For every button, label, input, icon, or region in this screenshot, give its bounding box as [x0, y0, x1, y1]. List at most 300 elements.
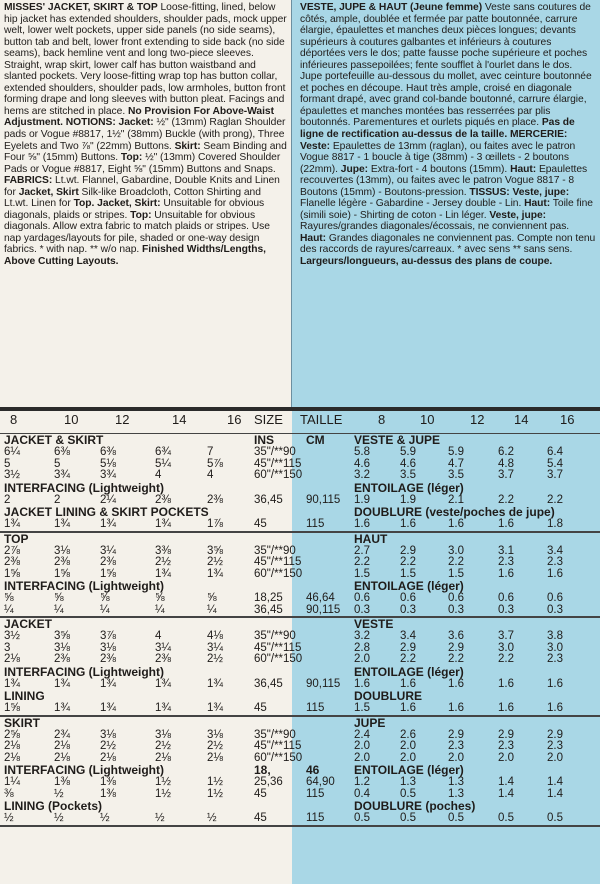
metrage-value: 3.7	[498, 630, 514, 642]
metrage-value: 1.9	[400, 493, 416, 506]
yardage-value: ½	[54, 787, 64, 800]
section-label-en: INTERFACING (Lightweight)	[4, 480, 164, 495]
table-row	[0, 703, 600, 715]
yardage-value: 2¾	[54, 728, 70, 741]
section-label-en: SKIRT	[4, 715, 40, 730]
metrage-value: 6.4	[547, 446, 563, 458]
metrage-value: 4.6	[354, 457, 370, 470]
yardage-value: 1½	[155, 787, 171, 800]
mercerie-label: MERCERIE:	[509, 129, 568, 141]
fabrics-label: FABRICS:	[4, 175, 53, 187]
taille-header-10: 10	[420, 412, 435, 427]
yardage-value: 3⅛	[100, 728, 116, 741]
tissus-haut-label: Haut:	[524, 198, 551, 210]
yardage-value: ¼	[155, 603, 165, 616]
yardage-value: 2½	[207, 653, 223, 665]
yardage-value: 1¾	[207, 677, 223, 690]
metrage-value: 2.4	[354, 728, 370, 741]
yardage-value: 3⅛	[207, 728, 223, 741]
metrage-value: 2.0	[448, 751, 464, 764]
metrage-value: 1.4	[547, 787, 563, 800]
yardage-value: 2¼	[100, 493, 116, 506]
width-cm: 46	[306, 763, 320, 777]
yardage-value: 1¾	[100, 702, 116, 714]
width-cm: 90,115	[306, 677, 341, 690]
metrage-value: 0.5	[400, 787, 416, 800]
metrage-value: 4.7	[448, 457, 464, 470]
yardage-value: 3½	[4, 469, 20, 481]
section-label-fr: DOUBLURE (veste/poches de jupe)	[354, 505, 555, 519]
yardage-value: 2⅛	[4, 751, 20, 764]
yardage-value: 1½	[207, 776, 223, 788]
mercerie-jupe: Extra-fort - 4 boutons (15mm).	[370, 163, 508, 175]
yardage-value: 4	[155, 630, 162, 642]
yardage-value: 1⅝	[100, 567, 116, 580]
table-section	[0, 717, 600, 827]
yardage-value: 2⅜	[207, 493, 223, 506]
metrage-value: 2.9	[400, 544, 416, 557]
metrage-value: 1.6	[498, 567, 514, 580]
notions-jacket-label: Jacket:	[118, 117, 154, 129]
yardage-value: 1⅝	[4, 702, 20, 714]
yardage-value: 1¾	[4, 677, 20, 690]
metrage-value: 1.6	[448, 677, 464, 690]
english-description	[4, 2, 288, 268]
notions-top-label: Top:	[120, 152, 143, 164]
yardage-value: 2⅜	[155, 493, 171, 506]
yardage-value: 2⅛	[100, 751, 116, 764]
yardage-value: 3	[4, 641, 11, 654]
section-label-en: LINING	[4, 689, 45, 703]
metrage-value: 2.0	[400, 751, 416, 764]
section-label-fr: DOUBLURE	[354, 689, 422, 703]
fabrics-text-4: Unsuitable for obvious diagonals. Allow extra fabric to match plaids or stripes. Use nap yardages/layouts for pile, shaded or one-way design fabrics. * with nap. ** w/o nap.	[4, 209, 270, 256]
width-ins: 45	[254, 518, 267, 530]
english-finished: Finished Widths/Lengths, Above Cutting Layouts.	[4, 244, 266, 268]
yardage-value: 1⅜	[100, 787, 116, 800]
metrage-value: 2.0	[400, 740, 416, 752]
width-ins: 60"/**150	[254, 469, 303, 481]
width-ins: 35"/**90	[254, 728, 296, 741]
yardage-value: 2½	[207, 556, 223, 568]
yardage-value: 1⅜	[100, 776, 116, 788]
metrage-value: 0.6	[400, 592, 416, 604]
section-label-fr: DOUBLURE (poches)	[354, 799, 476, 813]
section-label-fr: VESTE	[354, 617, 394, 631]
table-section-header	[0, 533, 600, 546]
yardage-value: 2⅜	[100, 653, 116, 665]
width-ins: 60"/**150	[254, 653, 303, 665]
yardage-value: 1½	[207, 787, 223, 800]
section-label-en: INTERFACING (Lightweight)	[4, 763, 164, 777]
table-section	[0, 618, 600, 717]
french-finished: Largeurs/longueurs, au-dessus des plans de coupe.	[300, 256, 553, 268]
metrage-value: 3.0	[547, 641, 563, 654]
metrage-value: 2.3	[498, 556, 514, 568]
metrage-value: 2.9	[448, 728, 464, 741]
metrage-value: 2.1	[448, 493, 464, 506]
metrage-value: 1.6	[400, 677, 416, 690]
table-row	[0, 593, 600, 605]
yardage-value: 1¾	[155, 677, 171, 690]
yardage-value: 2½	[100, 740, 116, 752]
yardage-value: 5	[4, 457, 11, 470]
width-ins: 45	[254, 702, 267, 714]
yardage-value: 2⅛	[54, 740, 70, 752]
yardage-value: 1⅞	[207, 518, 223, 530]
fabrics-text-1: Lt.wt. Flannel, Gabardine, Double Knits and Linen for	[4, 175, 280, 198]
section-label-en: JACKET	[4, 617, 53, 631]
yardage-value: 2⅛	[155, 751, 171, 764]
metrage-value: 3.7	[547, 469, 563, 481]
yardage-value: 3⅛	[54, 544, 70, 557]
metrage-value: 0.6	[547, 592, 563, 604]
section-label-fr: ENTOILAGE (léger)	[354, 763, 464, 777]
yardage-value: 3¾	[100, 469, 116, 481]
metrage-value: 3.1	[498, 544, 514, 557]
yardage-value: ½	[100, 812, 110, 824]
metrage-value: 0.6	[354, 592, 370, 604]
metrage-value: 2.9	[547, 728, 563, 741]
section-label-fr: ENTOILAGE (léger)	[354, 664, 464, 679]
notions-skirt-label: Skirt:	[174, 140, 201, 152]
width-ins: 45"/**115	[254, 457, 302, 470]
metrage-value: 1.5	[400, 567, 416, 580]
french-title: VESTE, JUPE & HAUT (Jeune femme)	[300, 2, 483, 13]
metrage-value: 0.5	[400, 812, 416, 824]
metrage-value: 3.2	[354, 469, 370, 481]
metrage-value: 2.2	[498, 493, 514, 506]
yardage-value: 6¼	[4, 446, 20, 458]
yardage-table	[0, 434, 600, 827]
metrage-value: 3.0	[448, 544, 464, 557]
metrage-value: 2.0	[547, 751, 563, 764]
yardage-value: ⅝	[155, 592, 165, 604]
yardage-value: 2½	[155, 556, 171, 568]
size-header-12: 12	[115, 412, 130, 427]
metrage-value: 2.2	[547, 493, 563, 506]
tissus-text-2: Toile fine (simili soie) - Shirting de coton - Lin léger.	[300, 198, 593, 221]
yardage-value: 5	[54, 457, 61, 470]
metrage-value: 1.8	[547, 518, 563, 530]
yardage-value: 1⅜	[54, 776, 70, 788]
table-section	[0, 533, 600, 619]
tissus-text-3: Rayures/grandes diagonales/écossais, ne conviennent pas.	[300, 221, 570, 233]
table-row	[0, 777, 600, 789]
yardage-value: ⅝	[54, 592, 64, 604]
table-row	[0, 741, 600, 753]
metrage-value: 5.9	[448, 446, 464, 458]
notions-jacket: ½" (13mm) Raglan Shoulder pads or Vogue #8817, 1½" (38mm) Buckle (with prong), Three Eyelets and Two ⅞" (22mm) Buttons.	[4, 117, 286, 152]
width-ins: 60"/**150	[254, 751, 303, 764]
width-ins: 18,	[254, 763, 271, 777]
metrage-value: 1.6	[547, 677, 563, 690]
metrage-value: 2.2	[400, 556, 416, 568]
width-ins: 35"/**90	[254, 630, 296, 642]
metrage-value: 4.6	[400, 457, 416, 470]
taille-header-14: 14	[514, 412, 529, 427]
width-ins: 35"/**90	[254, 544, 296, 557]
yardage-value: ⅝	[207, 592, 217, 604]
width-ins: 18,25	[254, 592, 283, 604]
width-ins: 36,45	[254, 493, 283, 506]
yardage-value: 6¾	[155, 446, 171, 458]
metrage-value: 5.9	[400, 446, 416, 458]
yardage-value: ½	[207, 812, 217, 824]
yardage-value: 1¾	[155, 567, 171, 580]
width-cm: 90,115	[306, 603, 341, 616]
yardage-value: 1⅝	[54, 567, 70, 580]
yardage-value: 6⅜	[54, 446, 70, 458]
yardage-value: 3⅝	[54, 630, 70, 642]
metrage-value: 1.6	[547, 702, 563, 714]
tissus-veste-jupe-label-2: Veste, jupe:	[489, 209, 547, 221]
yardage-value: 1⅝	[4, 567, 20, 580]
metrage-value: 0.5	[498, 812, 514, 824]
size-header-14: 14	[172, 412, 187, 427]
taille-header-16: 16	[560, 412, 575, 427]
yardage-value: ½	[155, 812, 165, 824]
section-label-en: JACKET LINING & SKIRT POCKETS	[4, 505, 209, 519]
yardage-value: ⅜	[4, 787, 14, 800]
metrage-value: 2.0	[354, 740, 370, 752]
yardage-value: 2	[4, 493, 11, 506]
yardage-value: 3¼	[207, 641, 223, 654]
yardage-value: 2½	[155, 740, 171, 752]
table-row	[0, 519, 600, 531]
yardage-value: 3⅜	[155, 544, 171, 557]
yardage-value: 2⅜	[100, 556, 116, 568]
width-cm: CM	[306, 433, 325, 447]
width-cm: 115	[306, 702, 325, 714]
yardage-value: 1¾	[207, 702, 223, 714]
metrage-value: 1.3	[400, 776, 416, 788]
yardage-value: 3½	[4, 630, 20, 642]
yardage-value: 2	[54, 493, 61, 506]
width-ins: 25,36	[254, 776, 283, 788]
metrage-value: 1.3	[448, 776, 464, 788]
width-ins: 36,45	[254, 677, 283, 690]
size-header-8: 8	[10, 412, 18, 427]
tissus-haut-label-2: Haut:	[300, 232, 327, 244]
size-header-10: 10	[64, 412, 79, 427]
yardage-value: 2⅞	[4, 544, 20, 557]
yardage-value: 3¼	[100, 544, 116, 557]
yardage-value: 1¾	[155, 518, 171, 530]
yardage-value: ¼	[4, 603, 14, 616]
table-row	[0, 813, 600, 825]
metrage-value: 6.2	[498, 446, 514, 458]
metrage-value: 1.5	[448, 567, 464, 580]
yardage-value: 4⅛	[207, 630, 223, 642]
size-header-16: 16	[227, 412, 242, 427]
metrage-value: 2.2	[400, 653, 416, 665]
metrage-value: 2.3	[547, 653, 563, 665]
metrage-value: 3.7	[498, 469, 514, 481]
yardage-value: ¼	[207, 603, 217, 616]
width-ins: 35"/**90	[254, 446, 296, 458]
metrage-value: 2.2	[448, 556, 464, 568]
width-cm: 115	[306, 787, 325, 800]
size-label: SIZE	[254, 412, 283, 427]
yardage-value: 1¾	[207, 567, 223, 580]
metrage-value: 0.4	[354, 787, 370, 800]
yardage-value: 3⅛	[155, 728, 171, 741]
french-provision: Pas de ligne de rectification au-dessus de la taille.	[300, 117, 575, 141]
french-body: Veste sans coutures de côtés, ample, doublée et fermée par patte boutonnée, carrure élargie, épaulettes et manches deux pièces longues; devants supérieurs à coutures galbantes et inférieurs à coutures déportées vers le dos; patte fausse poche supérieure et poches inférieures passepoilées; fente soufflet à l'ourlet dans le dos. Jupe portefeuille au-dessous du mollet, avec ceinture boutonnée et poches en découpe. Haut très ample, croisé en diagonale formant drapé, avec grand col-bande boutonné, carrure élargie, épaulettes et manches montées bas resserrées par plis boutonnés. Parementures et ourlets piqués en place.	[300, 2, 592, 129]
width-ins: 60"/**150	[254, 567, 303, 580]
yardage-value: 2⅜	[54, 556, 70, 568]
width-cm: 90,115	[306, 493, 341, 506]
metrage-value: 1.6	[400, 518, 416, 530]
metrage-value: 1.4	[547, 776, 563, 788]
metrage-value: 1.6	[448, 702, 464, 714]
english-provision: No Provision For Above-Waist Adjustment.	[4, 105, 274, 129]
yardage-value: 2⅛	[4, 653, 20, 665]
fabrics-top-label-2: Top:	[130, 209, 152, 221]
yardage-value: 4	[155, 469, 162, 481]
yardage-value: 2⅜	[4, 556, 20, 568]
width-ins: 45"/**115	[254, 740, 302, 752]
english-body: Loose-fitting, lined, below hip jacket has extended shoulders, shoulder pads, mock upper welt, lower welt pockets, upper side panels (no side seams), button tab and belt, lower front extending to side back (no side seams), back hemline vent and long two-piece sleeves. Straight, wrap skirt, lower calf has button waistband and slanted pockets. Very loose-fitting wrap top has button collar, extended shoulders, shoulder pads, low armholes, button front forming drape and long sleeves with button pleat. Facings and hems are stitched in place.	[4, 2, 287, 117]
metrage-value: 3.6	[448, 630, 464, 642]
english-title: MISSES' JACKET, SKIRT & TOP	[4, 2, 158, 13]
mercerie-haut-label: Haut:	[510, 163, 537, 175]
notions-label: NOTIONS:	[65, 117, 116, 129]
metrage-value: 3.5	[400, 469, 416, 481]
yardage-value: 2⅜	[54, 653, 70, 665]
metrage-value: 0.3	[448, 603, 464, 616]
yardage-value: 1¾	[54, 677, 70, 690]
mercerie-veste: Epaulettes de 13mm (raglan), ou faites avec le patron Vogue 8817 - 1 boucle à tige (38mm) - 3 œillets - 2 boutons (22mm).	[300, 140, 576, 175]
metrage-value: 1.6	[400, 702, 416, 714]
french-description	[300, 2, 596, 268]
table-row	[0, 631, 600, 643]
notions-skirt: Seam Binding and Four ⅝" (15mm) Buttons.	[4, 140, 287, 164]
section-label-en: INTERFACING (Lightweight)	[4, 664, 164, 679]
metrage-value: 0.3	[400, 603, 416, 616]
taille-header-12: 12	[470, 412, 485, 427]
yardage-value: ⅝	[4, 592, 14, 604]
metrage-value: 2.3	[498, 740, 514, 752]
metrage-value: 1.6	[498, 702, 514, 714]
taille-header-8: 8	[378, 412, 386, 427]
metrage-value: 3.2	[354, 630, 370, 642]
yardage-value: 5⅛	[100, 457, 116, 470]
yardage-value: 1¼	[4, 776, 20, 788]
yardage-value: 1¾	[155, 702, 171, 714]
metrage-value: 2.2	[448, 653, 464, 665]
tissus-veste-jupe-label: Veste, jupe:	[512, 186, 570, 198]
metrage-value: 0.5	[354, 812, 370, 824]
metrage-value: 2.2	[498, 653, 514, 665]
metrage-value: 1.6	[547, 567, 563, 580]
yardage-value: ¼	[54, 603, 64, 616]
yardage-value: 2⅜	[155, 653, 171, 665]
tissus-text-4: Grandes diagonales ne conviennent pas. Compte non tenu des raccords de rayures/carreaux. * avec sens ** sans sens.	[300, 232, 596, 256]
metrage-value: 2.9	[498, 728, 514, 741]
metrage-value: 1.3	[448, 787, 464, 800]
table-row	[0, 605, 600, 617]
yardage-value: 2⅛	[4, 740, 20, 752]
metrage-value: 1.6	[498, 518, 514, 530]
metrage-value: 2.0	[354, 653, 370, 665]
metrage-value: 5.8	[354, 446, 370, 458]
yardage-value: 5¼	[155, 457, 171, 470]
metrage-value: 0.6	[448, 592, 464, 604]
metrage-value: 1.2	[354, 776, 370, 788]
metrage-value: 3.4	[400, 630, 416, 642]
yardage-value: 2⅛	[207, 751, 223, 764]
yardage-value: ½	[4, 812, 14, 824]
metrage-value: 0.5	[448, 812, 464, 824]
metrage-value: 1.5	[354, 567, 370, 580]
yardage-value: 1¾	[100, 518, 116, 530]
yardage-value: 6⅜	[100, 446, 116, 458]
metrage-value: 3.4	[547, 544, 563, 557]
table-row	[0, 470, 600, 482]
yardage-value: 3⅝	[207, 544, 223, 557]
metrage-value: 3.8	[547, 630, 563, 642]
tissus-text-1: Flanelle légère - Gabardine - Jersey double - Lin.	[300, 198, 522, 210]
metrage-value: 2.2	[354, 556, 370, 568]
table-header	[0, 412, 600, 434]
yardage-value: 1¾	[4, 518, 20, 530]
metrage-value: 2.9	[448, 641, 464, 654]
metrage-value: 0.5	[547, 812, 563, 824]
metrage-value: 1.6	[498, 677, 514, 690]
width-ins: INS	[254, 433, 275, 447]
section-label-en: LINING (Pockets)	[4, 799, 103, 813]
section-label-en: TOP	[4, 531, 29, 546]
mercerie-jupe-label: Jupe:	[340, 163, 369, 175]
metrage-value: 2.0	[354, 751, 370, 764]
width-ins: 45"/**115	[254, 641, 302, 654]
metrage-value: 2.7	[354, 544, 370, 557]
width-ins: 45"/**115	[254, 556, 302, 568]
table-top-rule	[0, 407, 600, 411]
mercerie-veste-label: Veste:	[300, 140, 331, 152]
column-divider	[291, 0, 292, 410]
mercerie-haut: Epaulettes recouvertes (13mm), ou faites avec le patron Vogue 8817 - 8 Boutons (15mm) - Boutons-pression.	[300, 163, 588, 198]
table-row	[0, 679, 600, 691]
width-cm: 115	[306, 518, 325, 530]
section-label-fr: HAUT	[354, 531, 388, 546]
yardage-value: 2½	[207, 740, 223, 752]
width-ins: 45	[254, 787, 267, 800]
table-section-header	[0, 482, 600, 495]
yardage-value: 3⅞	[100, 630, 116, 642]
yardage-value: ½	[54, 812, 64, 824]
section-label-en: JACKET & SKIRT	[4, 433, 104, 447]
notions-top: ½" (13mm) Covered Shoulder Pads or Vogue #8817, Eight ⅝" (15mm) Buttons and Snaps.	[4, 152, 281, 175]
width-cm: 115	[306, 812, 325, 824]
metrage-value: 2.6	[400, 728, 416, 741]
yardage-value: 3⅛	[54, 641, 70, 654]
yardage-value: 1¾	[54, 518, 70, 530]
metrage-value: 0.6	[498, 592, 514, 604]
metrage-value: 1.6	[448, 518, 464, 530]
section-label-fr: ENTOILAGE (léger)	[354, 579, 464, 593]
table-row	[0, 654, 600, 666]
width-ins: 45	[254, 812, 267, 824]
section-label-en: INTERFACING (Lightweight)	[4, 579, 164, 593]
metrage-value: 1.6	[354, 677, 370, 690]
yardage-value: 2⅛	[54, 751, 70, 764]
yardage-value: 4	[207, 469, 214, 481]
width-ins: 36,45	[254, 603, 283, 616]
table-row	[0, 557, 600, 569]
